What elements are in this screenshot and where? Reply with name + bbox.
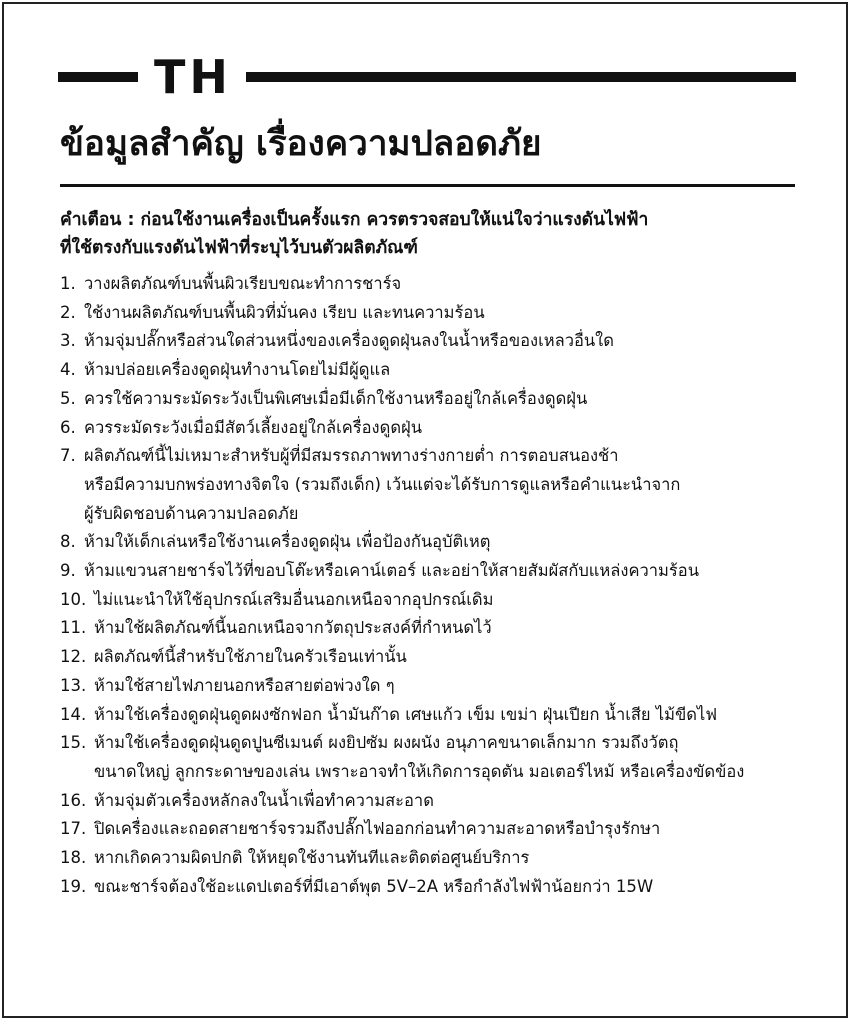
list-item-number: 17.	[60, 819, 87, 839]
language-header	[58, 52, 796, 102]
header-rule-left	[58, 72, 138, 82]
page-title: ข้อมูลสำคัญ เรื่องความปลอดภัย	[60, 124, 542, 164]
title-divider	[60, 184, 795, 187]
list-item-number: 12.	[60, 647, 87, 667]
header-rule-right	[246, 72, 796, 82]
list-item-line: ไม่แนะนำให้ใช้อุปกรณ์เสริมอื่นนอกเหนือจากอุปกรณ์เดิม	[94, 589, 494, 609]
list-item-line: ควรระมัดระวังเมื่อมีสัตว์เลี้ยงอยู่ใกล้เครื่องดูดฝุ่น	[84, 417, 422, 437]
list-item-text	[84, 299, 485, 328]
list-item-text	[94, 701, 717, 730]
list-item-text	[94, 643, 407, 672]
list-item	[60, 815, 845, 844]
list-item-number: 9.	[60, 561, 76, 581]
warning-notice	[60, 206, 800, 262]
list-item-text	[94, 672, 395, 701]
list-item-number: 14.	[60, 704, 87, 724]
list-item-number: 19.	[60, 876, 87, 896]
list-item-text	[94, 614, 492, 643]
list-item-line: ปิดเครื่องและถอดสายชาร์จรวมถึงปลั๊กไฟออกก่อนทำความสะอาดหรือบำรุงรักษา	[94, 819, 661, 839]
list-item-text	[84, 356, 390, 385]
list-item-line: ห้ามใช้เครื่องดูดฝุ่นดูดผงซักฟอก น้ำมันก๊าด เศษแก้ว เข็ม เขม่า ฝุ่นเปียก น้ำเสีย ไม้ขีดไฟ	[94, 704, 717, 724]
list-item-text	[84, 528, 490, 557]
list-item	[60, 270, 845, 299]
list-item-text	[94, 873, 653, 902]
list-item-line: ห้ามจุ่มตัวเครื่องหลักลงในน้ำเพื่อทำความสะอาด	[94, 790, 434, 810]
list-item-text	[94, 815, 660, 844]
list-item-line: หรือมีความบกพร่องทางจิตใจ (รวมถึงเด็ก) เว้นแต่จะได้รับการดูแลหรือคำแนะนำจาก	[84, 474, 681, 494]
list-item	[60, 787, 845, 816]
list-item-number: 16.	[60, 790, 87, 810]
list-item-text	[94, 787, 434, 816]
list-item-number: 7.	[60, 446, 76, 466]
list-item-text	[84, 557, 699, 586]
list-item	[60, 729, 845, 786]
list-item-number: 15.	[60, 733, 87, 753]
list-item-number: 4.	[60, 360, 76, 380]
list-item-line: ห้ามให้เด็กเล่นหรือใช้งานเครื่องดูดฝุ่น เพื่อป้องกันอุบัติเหตุ	[84, 532, 491, 552]
list-item-line: ใช้งานผลิตภัณฑ์บนพื้นผิวที่มั่นคง เรียบ และทนความร้อน	[84, 302, 485, 322]
list-item-line: หากเกิดความผิดปกติ ให้หยุดใช้งานทันทีและติดต่อศูนย์บริการ	[94, 848, 530, 868]
warning-line-2: ที่ใช้ตรงกับแรงดันไฟฟ้าที่ระบุไว้บนตัวผลิตภัณฑ์	[60, 238, 418, 258]
list-item	[60, 873, 845, 902]
list-item-text	[84, 385, 587, 414]
list-item-number: 13.	[60, 675, 87, 695]
list-item	[60, 614, 845, 643]
safety-list	[60, 270, 845, 901]
list-item-number: 2.	[60, 302, 76, 322]
list-item-line: ห้ามแขวนสายชาร์จไว้ที่ขอบโต๊ะหรือเคาน์เตอร์ และอย่าให้สายสัมผัสกับแหล่งความร้อน	[84, 561, 699, 581]
list-item	[60, 586, 845, 615]
list-item	[60, 414, 845, 443]
list-item-text	[94, 844, 529, 873]
list-item-line: ห้ามใช้เครื่องดูดฝุ่นดูดปูนซีเมนต์ ผงยิปซัม ผงผนัง อนุภาคขนาดเล็กมาก รวมถึงวัตถุ	[94, 733, 679, 753]
list-item	[60, 356, 845, 385]
list-item-line: ผลิตภัณฑ์นี้ไม่เหมาะสำหรับผู้ที่มีสมรรถภาพทางร่างกายต่ำ การตอบสนองช้า	[84, 446, 619, 466]
list-item-text	[84, 442, 680, 528]
list-item-number: 11.	[60, 618, 87, 638]
list-item-text	[84, 327, 614, 356]
list-item-line: วางผลิตภัณฑ์บนพื้นผิวเรียบขณะทำการชาร์จ	[84, 274, 402, 293]
list-item-text	[94, 729, 744, 786]
list-item	[60, 643, 845, 672]
list-item	[60, 385, 845, 414]
list-item-number: 5.	[60, 388, 76, 408]
list-item-number: 10.	[60, 589, 87, 609]
list-item-number: 8.	[60, 532, 76, 552]
list-item-line: ขณะชาร์จต้องใช้อะแดปเตอร์ที่มีเอาต์พุต 5V–2A หรือกำลังไฟฟ้าน้อยกว่า 15W	[94, 876, 654, 896]
list-item-text	[94, 586, 493, 615]
list-item-number: 1.	[60, 274, 76, 293]
list-item-text	[84, 414, 422, 443]
list-item-number: 18.	[60, 848, 87, 868]
list-item	[60, 557, 845, 586]
language-code: TH	[154, 50, 232, 104]
list-item	[60, 442, 845, 528]
list-item	[60, 528, 845, 557]
list-item-line: ผลิตภัณฑ์นี้สำหรับใช้ภายในครัวเรือนเท่านั้น	[94, 647, 407, 667]
list-item-number: 6.	[60, 417, 76, 437]
list-item	[60, 327, 845, 356]
list-item-number: 3.	[60, 331, 76, 351]
warning-line-1: คำเตือน : ก่อนใช้งานเครื่องเป็นครั้งแรก ควรตรวจสอบให้แน่ใจว่าแรงดันไฟฟ้า	[60, 210, 649, 230]
list-item	[60, 299, 845, 328]
list-item-text	[84, 270, 401, 299]
list-item-line: ผู้รับผิดชอบด้านความปลอดภัย	[84, 503, 299, 523]
list-item	[60, 672, 845, 701]
list-item-line: ขนาดใหญ่ ลูกกระดาษของเล่น เพราะอาจทำให้เกิดการอุดตัน มอเตอร์ไหม้ หรือเครื่องขัดข้อง	[94, 761, 745, 781]
list-item-line: ห้ามปล่อยเครื่องดูดฝุ่นทำงานโดยไม่มีผู้ดูแล	[84, 360, 391, 380]
list-item-line: ควรใช้ความระมัดระวังเป็นพิเศษเมื่อมีเด็กใช้งานหรืออยู่ใกล้เครื่องดูดฝุ่น	[84, 388, 588, 408]
list-item-line: ห้ามจุ่มปลั๊กหรือส่วนใดส่วนหนึ่งของเครื่องดูดฝุ่นลงในน้ำหรือของเหลวอื่นใด	[84, 331, 614, 351]
list-item	[60, 701, 845, 730]
list-item-line: ห้ามใช้สายไฟภายนอกหรือสายต่อพ่วงใด ๆ	[94, 675, 395, 695]
list-item-line: ห้ามใช้ผลิตภัณฑ์นี้นอกเหนือจากวัตถุประสงค์ที่กำหนดไว้	[94, 618, 492, 638]
list-item	[60, 844, 845, 873]
